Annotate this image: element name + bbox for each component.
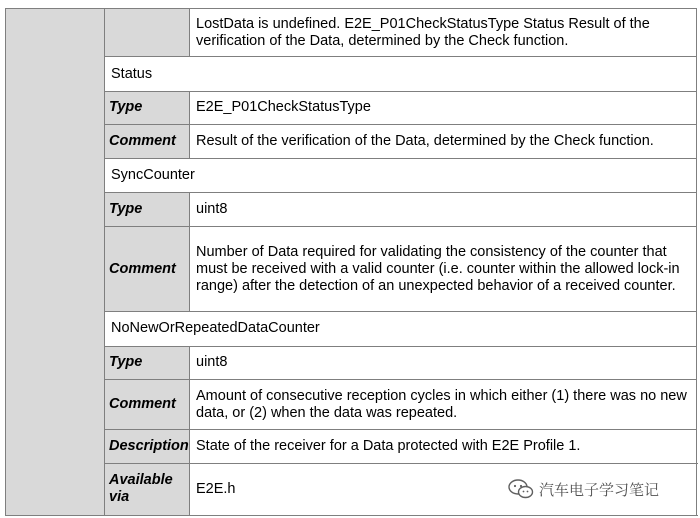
type-label: Type [105,193,190,226]
table-row [6,312,697,346]
comment-label: Comment [105,226,190,312]
comment-label: Comment [105,124,190,158]
wechat-icon [508,479,534,499]
element-name-no-new-or-repeated: NoNewOrRepeatedDataCounter [105,312,697,346]
element-name-sync-counter: SyncCounter [105,159,697,193]
description-label: Description [105,430,190,463]
type-label: Type [105,91,190,124]
comment-value: Amount of consecutive reception cycles in which either (1) there was no new data, or (2) when the data was repeated. [190,379,697,429]
table-row [6,57,697,91]
description-value: State of the receiver for a Data protected with E2E Profile 1. [190,430,697,463]
table-row [6,379,697,429]
left-label-cell [6,9,105,516]
table-row [6,91,697,124]
type-value: uint8 [190,346,697,379]
table-row [6,124,697,158]
table-row [6,346,697,379]
spec-table [5,8,697,516]
table-row [6,226,697,312]
available-via-label: Available via [105,463,190,516]
type-label: Type [105,346,190,379]
table-row [6,430,697,463]
lost-data-description: LostData is undefined. E2E_P01CheckStatusType Status Result of the verification of the Data, determined by the Check function. [190,9,697,57]
table-row [6,9,697,57]
available-via-value: E2E.h [190,463,697,516]
watermark [508,478,659,500]
type-value: E2E_P01CheckStatusType [190,91,697,124]
table-row [6,193,697,226]
element-name-status: Status [105,57,697,91]
comment-value: Number of Data required for validating the consistency of the counter that must be received with a valid counter (i.e. counter within the allowed lock-in range) after the detection of an unexpected behavior of a received counter. [190,226,697,312]
blank-label-cell [105,9,190,57]
table-row [6,159,697,193]
watermark-text: 汽车电子学习笔记 [539,481,660,499]
comment-label: Comment [105,379,190,429]
comment-value: Result of the verification of the Data, determined by the Check function. [190,124,697,158]
type-value: uint8 [190,193,697,226]
